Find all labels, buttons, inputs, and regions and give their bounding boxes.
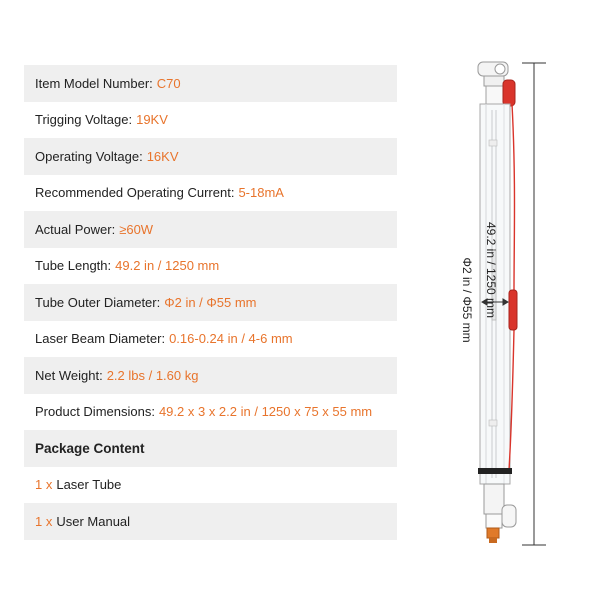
length-dimension-line: [522, 63, 546, 545]
spec-label: Tube Length:: [35, 258, 112, 274]
spec-label: Trigging Voltage:: [35, 112, 133, 128]
spec-label: Tube Outer Diameter:: [35, 294, 161, 310]
package-item-qty: 1 x: [35, 513, 53, 529]
length-dimension-label: 49.2 in / 1250 mm: [484, 221, 498, 319]
spec-label: Laser Beam Diameter:: [35, 331, 166, 347]
spec-label: Recommended Operating Current:: [35, 185, 235, 201]
spec-value: ≥60W: [119, 221, 154, 237]
spec-value: 5-18mA: [238, 185, 284, 201]
package-item-name: Laser Tube: [56, 477, 122, 493]
spec-value: 49.2 in / 1250 mm: [115, 258, 220, 274]
spec-label: Product Dimensions:: [35, 404, 155, 420]
spec-value: 2.2 lbs / 1.60 kg: [106, 367, 199, 383]
tube-top-cap: [478, 62, 515, 106]
spec-label: Net Weight:: [35, 367, 103, 383]
spec-label: Actual Power:: [35, 221, 116, 237]
spec-label: Operating Voltage:: [35, 148, 143, 164]
spec-value: 49.2 x 3 x 2.2 in / 1250 x 75 x 55 mm: [158, 404, 373, 420]
spec-label: Item Model Number:: [35, 75, 153, 91]
spec-value: 0.16-0.24 in / 4-6 mm: [169, 331, 293, 347]
diameter-dimension-label: Φ2 in / Φ55 mm: [460, 257, 474, 343]
spec-value: Φ2 in / Φ55 mm: [164, 294, 257, 310]
package-heading-label: Package Content: [35, 440, 145, 456]
spec-value: C70: [156, 75, 181, 91]
package-item-name: User Manual: [56, 513, 131, 529]
package-item-qty: 1 x: [35, 477, 53, 493]
spec-value: 16KV: [146, 148, 179, 164]
spec-value: 19KV: [136, 112, 168, 128]
